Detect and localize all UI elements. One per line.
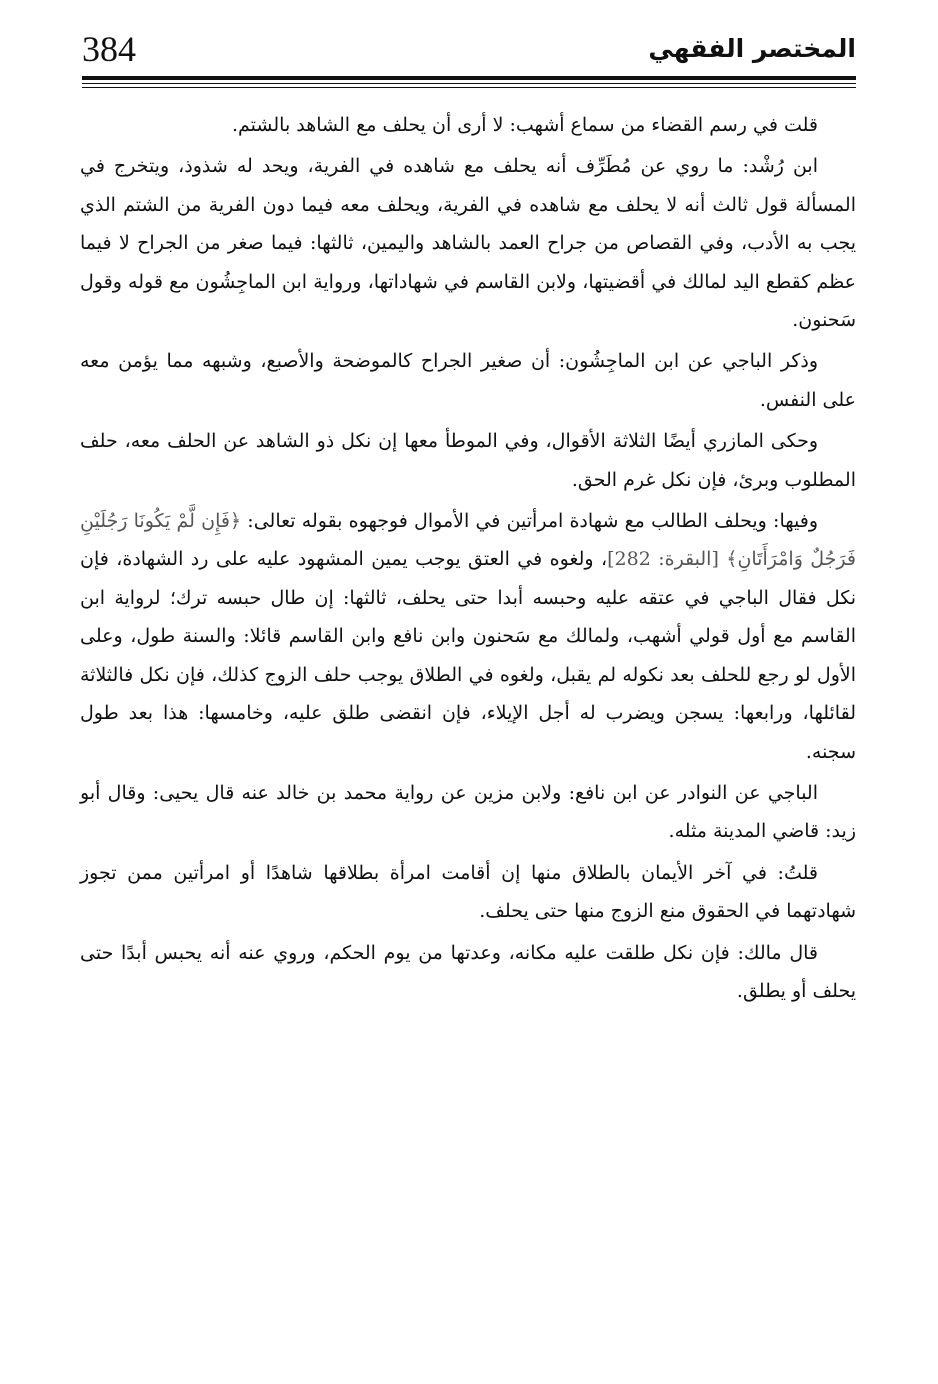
quran-verse: ﴿فَإِن لَّمْ يَكُونَا رَجُلَيْنِ فَرَجُلٌ وَامْرَأَتَانِ﴾ [البقرة: 282] bbox=[80, 510, 856, 571]
paragraph-4: وحكى المازري أيضًا الثلاثة الأقوال، وفي الموطأ معها إن نكل ذو الشاهد عن الحلف معه، حلف المطلوب وبرئ، فإن نكل غرم الحق. bbox=[80, 430, 856, 491]
paragraph-3: وذكر الباجي عن ابن الماجِشُون: أن صغير الجراح كالموضحة والأصبع، وشبهه مما يؤمن معه على النفس. bbox=[80, 350, 856, 411]
paragraph-7: قلتُ: في آخر الأيمان بالطلاق منها إن أقامت امرأة بطلاقها شاهدًا أو امرأتين ممن تجوز شهادتهما في الحقوق منع الزوج منها حتى يحلف. bbox=[80, 861, 856, 923]
header-rule-thick bbox=[82, 76, 856, 80]
paragraph-1: قلت في رسم القضاء من سماع أشهب: لا أرى أن يحلف مع الشاهد بالشتم. bbox=[232, 114, 818, 136]
page-number: 384 bbox=[82, 29, 136, 69]
paragraph-8: قال مالك: فإن نكل طلقت عليه مكانه، وعدتها من يوم الحكم، وروي عنه أنه يحبس أبدًا حتى يحلف أو يطلق. bbox=[80, 941, 856, 1002]
running-title: المختصر الفقهي bbox=[648, 34, 856, 63]
header-rule-thin-2 bbox=[82, 87, 856, 88]
header-rule-thin bbox=[82, 83, 856, 84]
body-text bbox=[80, 106, 856, 1013]
paragraph-2: ابن رُشْد: ما روي عن مُطَرِّف أنه يحلف مع شاهده في الفرية، ويحد له شذوذ، ويتخرج في المسألة قول ثالث أنه لا يحلف مع شاهده في الفرية، ويحلف معه فيما دون الفرية من الشتم الذي يجب به الأدب، وفي القصاص من جراح العمد بالشاهد واليمين، ثالثها: فيما صغر من الجراح لا فيما عظم كقطع اليد لمالك في أقضيتها، ولابن القاسم في شهاداتها، ورواية ابن الماجِشُون مع قوله وقول سَحنون. bbox=[80, 155, 856, 332]
paragraph-6: الباجي عن النوادر عن ابن نافع: ولابن مزين عن رواية محمد بن خالد عنه قال يحيى: وقال أبو زيد: قاضي المدينة مثله. bbox=[80, 781, 856, 843]
paragraph-5: وفيها: ويحلف الطالب مع شهادة امرأتين في الأموال فوجهوه بقوله تعالى: ﴿فَإِن لَّمْ يَكُونَا رَجُلَيْنِ فَرَجُلٌ وَامْرَأَتَانِ﴾ [البقرة: 282]، ولغوه في العتق يوجب يمين المشهود عليه على رد الشهادة، فإن نكل فقال الباجي في عتقه عليه وحبسه أبدا حتى يحلف، ثالثها: إن طال حبسه ترك؛ لرواية ابن القاسم مع أول قولي أشهب، ولمالك مع سَحنون وابن نافع وابن القاسم قائلا: والسنة طول، وعلى الأول لو رجع للحلف بعد نكوله لم يقبل، ولغوه في الطلاق يوجب حلف الزوج كذلك، فإن نكل فالثلاثة لقائلها، ورابعها: يسجن ويضرب له أجل الإيلاء، فإن انقضى طلق عليه، وخامسها: هذا بعد طول سجنه. bbox=[80, 510, 856, 763]
page-header bbox=[82, 26, 856, 76]
